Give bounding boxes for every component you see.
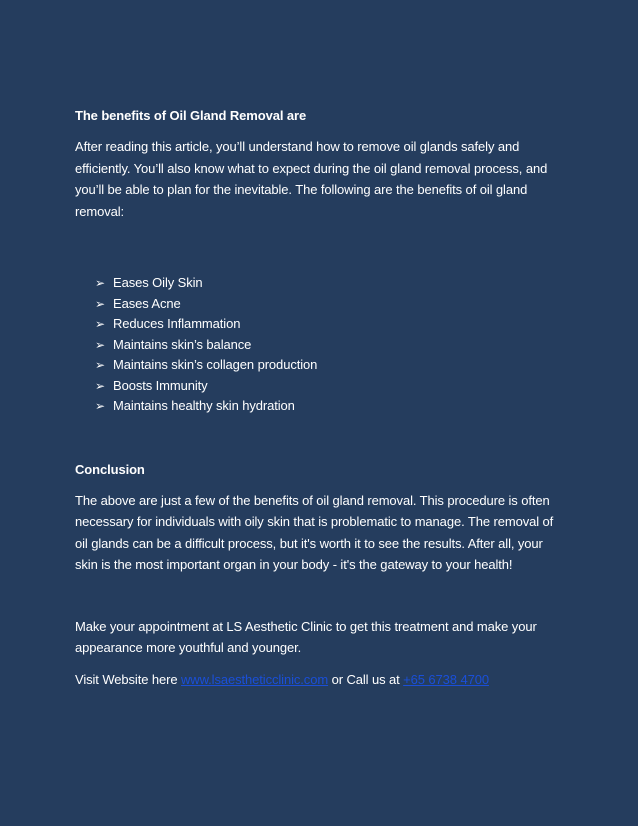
benefits-list <box>95 273 562 417</box>
arrow-bullet-icon: ➢ <box>95 399 105 413</box>
intro-paragraph: After reading this article, you’ll understand how to remove oil glands safely and efficiently. You’ll also know what to expect during the oil gland removal process, and you’ll be able to plan for the inevitable. The following are the benefits of oil gland removal: <box>75 139 548 219</box>
benefits-heading: The benefits of Oil Gland Removal are <box>75 108 307 123</box>
visit-line <box>75 669 562 691</box>
list-item-label: Eases Oily Skin <box>113 275 203 290</box>
arrow-bullet-icon: ➢ <box>95 276 105 290</box>
list-item-label: Maintains skin’s collagen production <box>113 357 318 372</box>
list-item <box>95 294 562 315</box>
list-item-label: Maintains skin’s balance <box>113 336 252 352</box>
website-link[interactable]: www.lsaestheticclinic.com <box>181 671 329 687</box>
list-item <box>95 335 562 356</box>
arrow-bullet-icon: ➢ <box>95 296 105 311</box>
list-item-label: Maintains healthy skin hydration <box>113 398 295 413</box>
call-text: or Call us at <box>328 671 404 687</box>
list-item <box>95 376 562 397</box>
arrow-bullet-icon: ➢ <box>95 337 105 352</box>
appointment-paragraph: Make your appointment at LS Aesthetic Clinic to get this treatment and make your appearance more youthful and younger. <box>75 618 537 655</box>
arrow-bullet-icon: ➢ <box>95 378 105 393</box>
list-item <box>95 396 562 417</box>
list-item-label: Boosts Immunity <box>113 377 208 393</box>
conclusion-heading: Conclusion <box>75 461 145 477</box>
list-item <box>95 273 562 294</box>
conclusion-paragraph: The above are just a few of the benefits of oil gland removal. This procedure is often necessary for individuals with oily skin that is problematic to manage. The removal of oil glands can be a difficult process, but it's worth it to see the results. After all, your skin is the most important organ in your body - it's the gateway to your health! <box>75 492 554 572</box>
visit-prefix: Visit Website here <box>75 671 182 687</box>
list-item-label: Eases Acne <box>113 295 181 311</box>
list-item <box>95 314 562 335</box>
arrow-bullet-icon: ➢ <box>95 358 105 372</box>
list-item <box>95 355 562 376</box>
arrow-bullet-icon: ➢ <box>95 317 105 331</box>
list-item-label: Reduces Inflammation <box>113 316 241 331</box>
phone-link[interactable]: +65 6738 4700 <box>403 671 489 687</box>
